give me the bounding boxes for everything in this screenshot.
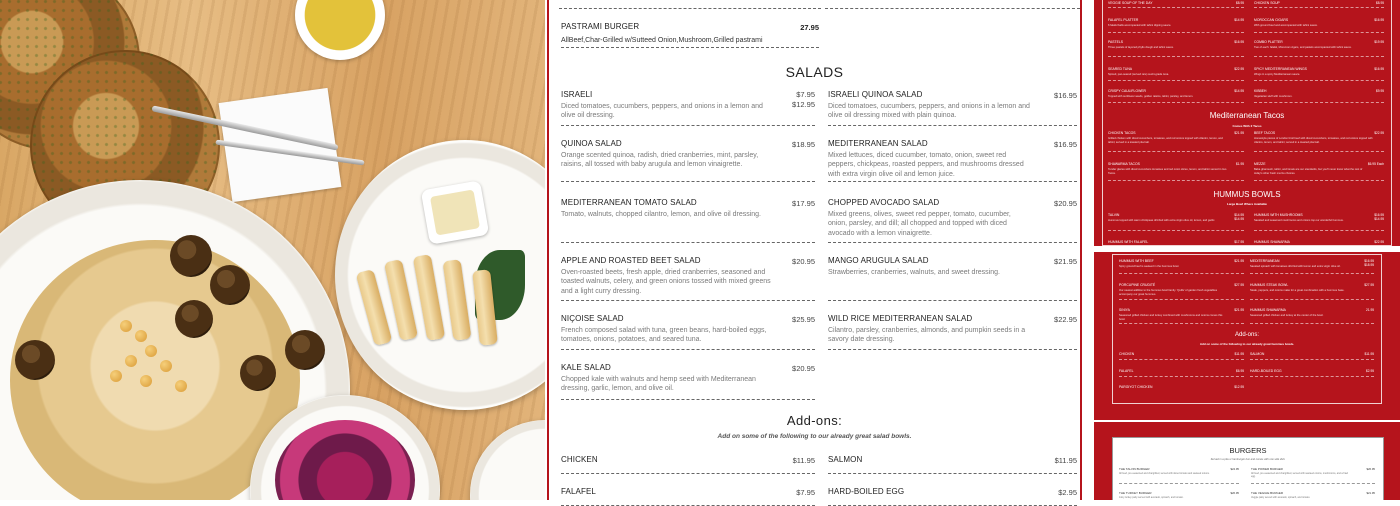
item-name: HUMMUS SHAWARMA <box>1254 240 1290 244</box>
item-price: $21.95 <box>1054 257 1077 266</box>
item-price: $16.95 <box>1374 67 1384 71</box>
menu-item <box>1119 259 1244 274</box>
item-name: PARGIYOT CHICKEN <box>1119 385 1153 389</box>
menu-item-salad <box>828 256 1077 301</box>
item-name: SHAWARMA TACOS <box>1108 162 1140 166</box>
falafel <box>285 330 325 370</box>
top-divider <box>559 8 821 9</box>
item-name: CRISPY CAULIFLOWER <box>1108 89 1146 93</box>
item-name: CHICKEN TACOS <box>1108 131 1136 135</box>
item-desc: Juicy turkey patty served with avocado, spinach, and tomato. <box>1119 496 1184 499</box>
item-price: $26.95 <box>1366 467 1375 471</box>
item-price: $20.95 <box>792 364 815 373</box>
menu-item <box>1119 491 1239 500</box>
item-desc: Grilled chicken with diced cucumbers, tomatoes, and red onions topped with cilantro, lemon, and tahini; served in a toasted pita ball. <box>1108 137 1223 144</box>
page-frame <box>1102 0 1392 246</box>
item-name: NIÇOISE SALAD <box>561 314 624 323</box>
addon-item <box>561 455 815 474</box>
item-price: $16.95 <box>1054 140 1077 149</box>
item-name: CHICKEN <box>561 455 598 464</box>
menu-page-burgers <box>1094 422 1400 500</box>
item-price: $24.95 <box>1230 467 1239 471</box>
item-name: HARD-BOILED EGG <box>1250 369 1282 373</box>
chickpea <box>145 345 157 357</box>
menu-item <box>1254 18 1384 33</box>
menu-item-salad <box>561 256 815 301</box>
item-price: $12.95 <box>1234 385 1244 389</box>
menu-item-salad <box>561 314 815 350</box>
item-price: $6.95 <box>1236 369 1244 373</box>
item-price: $27.95 <box>1364 283 1374 287</box>
item-name: THE TALVIN BURGER <box>1119 467 1150 471</box>
item-desc: 6 falafel balls accompanied with tahini dipping sauce. <box>1108 24 1172 27</box>
item-name: MANGO ARUGULA SALAD <box>828 256 929 265</box>
item-desc: Topped with sunflower seeds, golden raisins, tahini, parsley, and lemon. <box>1108 95 1194 98</box>
addon-item <box>1250 352 1374 360</box>
menu-item <box>1250 283 1374 300</box>
menu-item <box>1254 131 1384 152</box>
item-name: HUMMUS WITH FALAFEL <box>1108 240 1149 244</box>
side-plate <box>470 420 545 500</box>
item-desc: With ground beef and accompanied with tahini sauce. <box>1254 24 1318 27</box>
item-name: MEDITERRANEAN SALAD <box>828 139 928 148</box>
burgers-note: Served in a pita or hamburger bun and comes with one side dish. <box>1210 458 1286 461</box>
menu-item <box>1108 162 1244 181</box>
item-name: QUINOA SALAD <box>561 139 622 148</box>
item-desc: Tomato, walnuts, chopped cilantro, lemon, and olive oil dressing. <box>561 211 761 218</box>
menu-item-salad <box>828 198 1077 243</box>
item-price: $16.95 <box>1374 18 1384 22</box>
item-desc: Orange scented quinoa, radish, dried cranberries, mint, parsley, raisins, all tossed with baby arugula and lemon vinaigrette. <box>561 152 759 169</box>
menu-item-salad <box>561 363 815 400</box>
item-price: $11.95 <box>1054 456 1077 465</box>
item-price: $9.95 <box>1376 89 1384 93</box>
item-desc: Baba ghanoush, tahini, and Greek are our standards, but you'll never know what the rest of today's other fresh mezze choices. <box>1254 168 1363 175</box>
item-desc: Our newest addition to the hummus bowl family. 'Quills' of garden fresh vegetables accompany our great hummus. <box>1119 289 1218 296</box>
item-name: HARD-BOILED EGG <box>828 487 905 496</box>
item-desc: French composed salad with tuna, green beans, hard-boiled eggs, tomatoes, onions, potatoes, and seared tuna. <box>561 327 767 344</box>
menu-item <box>1254 89 1384 103</box>
item-name: SPICY MEDITERRANEAN WINGS <box>1254 67 1307 71</box>
food-photo <box>0 0 545 500</box>
menu-item <box>1254 213 1384 231</box>
addon-item <box>1250 369 1374 377</box>
item-desc: Steak, peppers, and onions make for a great combination with a hummus base. <box>1250 289 1345 292</box>
item-price: $2.95 <box>1058 488 1077 497</box>
item-desc: Mixed lettuces, diced cucumber, tomato, onion, sweet red peppers, chickpeas, roasted peppers, and mushrooms dressed with extra virgin olive oil and lemon juice. <box>828 152 1024 178</box>
sauce-bowl <box>295 0 385 60</box>
burgers-sheet <box>1112 437 1384 500</box>
chickpea <box>125 355 137 367</box>
item-desc: Vegetarian stuff with mushroom. <box>1254 95 1293 98</box>
item-name: APPLE AND ROASTED BEET SALAD <box>561 256 701 265</box>
item-price: $20.95 <box>792 257 815 266</box>
item-price: $14.95 $14.95 <box>1234 213 1244 221</box>
item-name: ISRAELI <box>561 90 593 99</box>
item-price: $17.95 <box>792 199 815 208</box>
chickpea <box>175 380 187 392</box>
item-name: FALAFEL PLATTER <box>1108 18 1139 22</box>
top-divider <box>825 8 1080 9</box>
item-price: 27.95 <box>800 23 819 32</box>
menu-item <box>1108 131 1244 152</box>
item-price: $16.95 $14.95 <box>1374 213 1384 221</box>
item-price: $22.95 <box>1234 67 1244 71</box>
chickpea <box>160 360 172 372</box>
falafel <box>170 235 212 277</box>
item-price: $18.95 <box>792 140 815 149</box>
menu-item-salad <box>828 314 1077 350</box>
menu-item-salad <box>561 90 815 126</box>
menu-item-pastrami-burger <box>561 22 819 48</box>
menu-item <box>1254 1 1384 8</box>
chickpea <box>120 320 132 332</box>
menu-item <box>1254 162 1384 181</box>
item-name: SALMON <box>1250 352 1265 356</box>
item-desc: Homestyle pieces of London broil beef with diced cucumbers, tomatoes, and red onions topped with cilantro, lemon, and tahini; served in a toasted pita ball. <box>1254 137 1373 144</box>
menu-item <box>1108 89 1244 103</box>
menu-item <box>1108 67 1244 81</box>
tacos-heading: Mediterranean Tacos <box>1209 111 1285 120</box>
item-desc: Wings in a spicy Mediterranean sauce. <box>1254 73 1301 76</box>
menu-item <box>1108 40 1244 57</box>
item-desc: Two of each: falafel, Moroccan cigars, and pastels accompanied with tahini sauce. <box>1254 46 1352 49</box>
item-price: $21.95 <box>1366 491 1375 495</box>
addon-item <box>828 487 1077 506</box>
menu-item <box>1251 467 1375 484</box>
bowls-heading: HUMMUS BOWLS <box>1213 190 1281 199</box>
item-price: $19.95 <box>1374 40 1384 44</box>
item-price: $8.95 <box>1236 1 1244 5</box>
item-desc: Cilantro, parsley, cranberries, almonds, and pumpkin seeds in a savory date dressing. <box>828 327 1026 344</box>
item-desc: Seasoned grilled chicken and turkey at the center of the bowl. <box>1250 314 1324 317</box>
item-name: BEEF TACOS <box>1254 131 1276 135</box>
item-name: ISRAELI QUINOA SALAD <box>828 90 923 99</box>
burgers-heading: BURGERS <box>1229 446 1267 455</box>
item-name: HUMMUS STEAK BOWL <box>1250 283 1289 287</box>
menu-item <box>1108 213 1244 231</box>
item-name: PASTRAMI BURGER <box>561 22 640 31</box>
item-desc: Chopped kale with walnuts and hemp seed with Mediterranean dressing, garlic, lemon, and olive oil. <box>561 376 756 393</box>
item-name: KALE SALAD <box>561 363 611 372</box>
page-frame <box>1112 254 1382 404</box>
item-price: $25.95 <box>792 315 815 324</box>
addon-item <box>1119 352 1244 360</box>
item-price: $21.95 <box>1234 131 1244 135</box>
item-price: $14.95 <box>1234 18 1244 22</box>
item-price: $16.95 <box>1234 40 1244 44</box>
menu-item-salad <box>561 198 815 243</box>
falafel <box>240 355 276 391</box>
item-name: TALVIN <box>1108 213 1120 217</box>
menu-item <box>1119 467 1239 484</box>
item-name: SALMON <box>828 455 863 464</box>
item-desc: Spiced, pan-seared (served rare) sushi-grade tuna. <box>1108 73 1169 76</box>
item-price: 21.95 <box>1366 308 1374 312</box>
item-desc: Oven-roasted beets, fresh apple, dried cranberries, seasoned and toasted walnuts, celery, and green onions tossed with mixed greens and a light curry dressing. <box>561 269 771 295</box>
item-name: MEDITERRANEAN TOMATO SALAD <box>561 198 697 207</box>
item-price: $11.95 <box>792 456 815 465</box>
addon-item <box>828 455 1077 474</box>
addon-item <box>561 487 815 506</box>
item-name: CHOPPED AVOCADO SALAD <box>828 198 940 207</box>
menu-item <box>1251 491 1375 500</box>
addon-item <box>1119 385 1244 392</box>
item-price: $2.95 <box>1366 369 1374 373</box>
chickpea <box>140 375 152 387</box>
item-name: SEARED TUNA <box>1108 67 1133 71</box>
menu-page-salads <box>547 0 1082 500</box>
item-desc: Diced tomatoes, cucumbers, peppers, and onions in a lemon and olive oil dressing mixed with plain quinoa. <box>828 103 1030 120</box>
tacos-note: Comes With 2 Tacos <box>1232 124 1262 128</box>
item-price: $27.95 <box>1234 283 1244 287</box>
chickpea <box>135 330 147 342</box>
menu-item <box>1119 283 1244 300</box>
item-desc: Three pastels of layered phyllo dough and tahini sauce. <box>1108 46 1174 49</box>
item-price: $20.95 <box>1054 199 1077 208</box>
item-price: $11.95 <box>1364 352 1374 356</box>
item-price: $16.95 <box>1054 91 1077 100</box>
menu-item-salad <box>561 139 815 182</box>
chickpea <box>110 370 122 382</box>
item-price: $7.95 <box>796 488 815 497</box>
salads-heading: SALADS <box>785 64 844 80</box>
item-desc: All beef, pre-seasoned and chargrilled, served with sliced tomato and sautéed onions. <box>1119 472 1210 475</box>
item-name: PASTELS <box>1108 40 1124 44</box>
item-desc: Mixed greens, olives, sweet red pepper, tomato, cucumber, onion, parsley, and dill; all chopped and topped with diced avocado with a lemon vinaigrette. <box>828 211 1011 237</box>
falafel <box>175 300 213 338</box>
item-price: $22.95 <box>1054 315 1077 324</box>
addons-note: Add on some of the following to our already great salad bowls. <box>717 433 912 440</box>
item-price: $22.95 <box>1374 131 1384 135</box>
menu-item <box>1254 40 1384 57</box>
item-desc: All beef, pre-seasoned and chargrilled, served with sautéed onions, mushrooms, and a fried egg. <box>1251 472 1349 479</box>
menu-item <box>1108 18 1244 33</box>
item-name: FALAFEL <box>1119 369 1134 373</box>
menu-item <box>1254 67 1384 81</box>
item-name: COMBO PLATTER <box>1254 40 1283 44</box>
addons-heading: Add-ons: <box>786 413 843 428</box>
item-price: $1.95 <box>1236 162 1244 166</box>
item-desc: Sautéed spinach with tomatoes drizzled with lemon and extra virgin olive oil. <box>1250 265 1341 268</box>
item-price: $6.95 Each <box>1367 162 1384 166</box>
item-name: MEDITERRANEAN <box>1250 259 1280 263</box>
item-name: MOROCCAN CIGARS <box>1254 18 1289 22</box>
item-name: PORCUPINE CRUDITÉ <box>1119 283 1156 287</box>
item-price: $16.95 $18.95 <box>1364 259 1374 267</box>
item-desc: Hummus topped with warm chickpeas drizzled with extra virgin olive oil, lemon, and garlic. <box>1108 219 1216 222</box>
item-price: $21.95 <box>1234 259 1244 263</box>
menu-page-appetizers <box>1094 0 1400 246</box>
menu-item <box>1119 308 1244 324</box>
item-price: $21.95 <box>1234 308 1244 312</box>
item-desc: Spicy ground beef is sauteed in the hummus bowl. <box>1119 265 1180 268</box>
item-price: $7.95 $12.95 <box>792 90 815 109</box>
item-price: $26.95 <box>1230 491 1239 495</box>
item-name: SINIYA <box>1119 308 1130 312</box>
item-price: $14.95 <box>1234 89 1244 93</box>
item-name: VEGGIE SOUP OF THE DAY <box>1108 1 1153 5</box>
bowls-note: Large Bowl Where Available <box>1227 202 1267 206</box>
falafel <box>210 265 250 305</box>
item-price: $8.95 <box>1376 1 1384 5</box>
addons-heading: Add-ons: <box>1234 332 1259 338</box>
item-desc: AllBeef,Char-Grilled w/Sutteed Onion,Mushroom,Grilled pastrami <box>561 37 763 44</box>
item-name: CHICKEN SOUP <box>1254 1 1280 5</box>
addon-item <box>1119 369 1244 377</box>
item-name: WILD RICE MEDITERRANEAN SALAD <box>828 314 973 323</box>
item-desc: Veggie patty served with avocado, spinach, and tomato. <box>1251 496 1311 499</box>
item-name: HUMMUS SHAWARMA <box>1250 308 1286 312</box>
item-name: THE TURKEY BURGER <box>1119 491 1152 495</box>
item-name: CHICKEN <box>1119 352 1135 356</box>
menu-page-hummus <box>1094 252 1400 420</box>
item-price: $17.95 <box>1234 240 1244 244</box>
item-name: HUMMUS WITH BEEF <box>1119 259 1154 263</box>
item-name: KIBBEH <box>1254 89 1267 93</box>
item-price: $11.95 <box>1234 352 1244 356</box>
item-name: THE VEGGIE BURGER <box>1251 491 1284 495</box>
item-desc: Diced tomatoes, cucumbers, peppers, and onions in a lemon and olive oil dressing. <box>561 103 763 120</box>
menu-item <box>1250 259 1374 274</box>
falafel <box>15 340 55 380</box>
menu-item-salad <box>828 90 1077 126</box>
item-desc: Sautéed and seasoned mushrooms and onions top our wonderful hummus. <box>1254 219 1344 222</box>
menu-item-salad <box>828 139 1077 182</box>
menu-item <box>1108 1 1244 8</box>
item-desc: Strawberries, cranberries, walnuts, and sweet dressing. <box>828 269 1000 276</box>
item-desc: Tender glazes with diced cucumbers tomatoes and red onion slices, lemon, and tahini served in two Tacos. <box>1108 168 1227 175</box>
menu-item <box>1250 308 1374 324</box>
addons-note: Add on some of the following to our already great hummus bowls. <box>1199 342 1295 346</box>
item-name: HUMMUS WITH MUSHROOMS <box>1254 213 1303 217</box>
item-desc: Seasoned grilled chicken and turkey combined with mushrooms and onions comes this bowl. <box>1119 314 1223 321</box>
item-name: MEZZE <box>1254 162 1266 166</box>
item-price: $22.95 <box>1374 240 1384 244</box>
item-name: THE POWER BURGER <box>1251 467 1283 471</box>
item-name: FALAFEL <box>561 487 596 496</box>
tahini-cup <box>421 180 490 245</box>
